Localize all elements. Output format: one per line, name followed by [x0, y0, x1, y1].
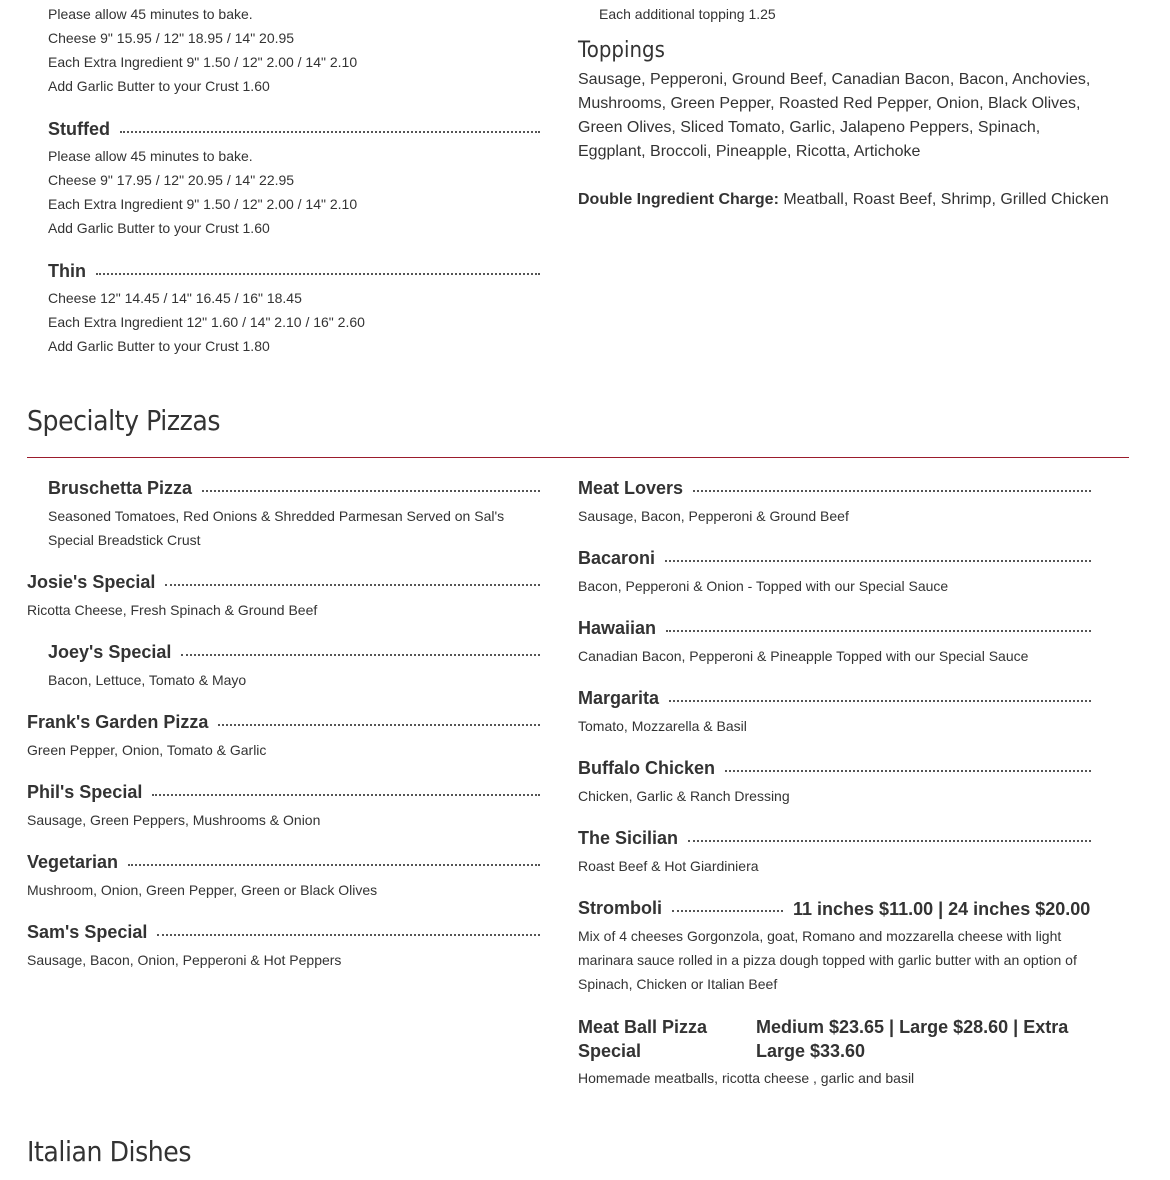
- deep-dish-line: Please allow 45 minutes to bake.: [48, 6, 253, 22]
- menu-item-description: Bacon, Pepperoni & Onion - Topped with our Special Sauce: [578, 578, 949, 594]
- stuffed-line: Each Extra Ingredient 9" 1.50 / 12" 2.00 / 14" 2.10: [48, 196, 358, 212]
- menu-item-title-text: The Sicilian: [578, 828, 679, 848]
- dot-leader: [96, 273, 540, 275]
- menu-item-title-text: Phil's Special: [27, 782, 143, 802]
- menu-item-description: Sausage, Bacon, Onion, Pepperoni & Hot Peppers: [27, 952, 342, 968]
- menu-item-description: Bacon, Lettuce, Tomato & Mayo: [48, 672, 247, 688]
- meatball-special-price: Medium $23.65 | Large $28.60 | Extra Large $33.60: [756, 1017, 1069, 1061]
- meatball-special-title: Meat Ball Pizza Special: [578, 1017, 708, 1061]
- menu-item-title: [27, 922, 540, 943]
- menu-item-description: Sausage, Bacon, Pepperoni & Ground Beef: [578, 508, 849, 524]
- menu-item-description: Tomato, Mozzarella & Basil: [578, 718, 747, 734]
- double-ingredient-items: Meatball, Roast Beef, Shrimp, Grilled Chicken: [778, 191, 1109, 208]
- menu-item-description: Green Pepper, Onion, Tomato & Garlic: [27, 742, 267, 758]
- dot-leader: [157, 934, 540, 936]
- menu-item-title: [48, 478, 540, 499]
- meatball-special-description: Homemade meatballs, ricotta cheese , garlic and basil: [578, 1070, 915, 1086]
- menu-item-title-text: Joey's Special: [48, 642, 172, 662]
- menu-item-description: Chicken, Garlic & Ranch Dressing: [578, 788, 790, 804]
- menu-item-title-text: Vegetarian: [27, 852, 119, 872]
- dot-leader: [165, 584, 540, 586]
- specialty-pizzas-heading: Specialty Pizzas: [27, 404, 221, 437]
- menu-item-title-text: Bruschetta Pizza: [48, 478, 193, 498]
- menu-item-title: [578, 688, 1091, 709]
- toppings-list: Sausage, Pepperoni, Ground Beef, Canadian Bacon, Bacon, Anchovies, Mushrooms, Green Pepper, Roasted Red Pepper, Onion, Black Olives, Green Olives, Sliced Tomato, Garlic, Jalapeno Peppers, Spinach, Eggplant, Broccoli, Pineapple, Ricotta, Artichoke: [578, 71, 1091, 160]
- stuffed-line: Please allow 45 minutes to bake.: [48, 148, 253, 164]
- dot-leader: [672, 910, 783, 912]
- menu-item-title: [578, 478, 1091, 499]
- menu-item-title: [27, 572, 540, 593]
- stromboli-description: Mix of 4 cheeses Gorgonzola, goat, Romano and mozzarella cheese with light marinara sauce rolled in a pizza dough topped with garlic butter with an option of Spinach, Chicken or Italian Beef: [578, 928, 1077, 992]
- menu-item-title-text: Josie's Special: [27, 572, 156, 592]
- stromboli-title: [578, 898, 783, 919]
- dot-leader: [202, 490, 540, 492]
- stuffed-line: Cheese 9" 17.95 / 12" 20.95 / 14" 22.95: [48, 172, 295, 188]
- menu-item-title-text: Stromboli: [578, 898, 662, 918]
- menu-item-title-text: Meat Lovers: [578, 478, 684, 498]
- menu-item-title: [578, 548, 1091, 569]
- menu-item-description: Sausage, Green Peppers, Mushrooms & Onion: [27, 812, 321, 828]
- dot-leader: [693, 490, 1091, 492]
- menu-item-title-text: Margarita: [578, 688, 660, 708]
- menu-item-title: [27, 782, 540, 803]
- menu-item-title-text: Sam's Special: [27, 922, 148, 942]
- additional-topping-price: Each additional topping 1.25: [599, 6, 776, 22]
- stuffed-line: Add Garlic Butter to your Crust 1.60: [48, 220, 270, 236]
- stromboli-price: 11 inches $11.00 | 24 inches $20.00: [793, 899, 1091, 919]
- thin-title: [48, 261, 540, 282]
- menu-item-description: Ricotta Cheese, Fresh Spinach & Ground Beef: [27, 602, 318, 618]
- menu-item-title-text: Frank's Garden Pizza: [27, 712, 209, 732]
- menu-item-title: [27, 852, 540, 873]
- double-ingredient-charge: [578, 191, 1109, 209]
- dot-leader: [120, 131, 540, 133]
- menu-item-title: [578, 828, 1091, 849]
- dot-leader: [152, 794, 540, 796]
- dot-leader: [181, 654, 540, 656]
- dot-leader: [128, 864, 540, 866]
- double-ingredient-label: Double Ingredient Charge:: [578, 191, 779, 208]
- thin-line: Cheese 12" 14.45 / 14" 16.45 / 16" 18.45: [48, 290, 302, 306]
- menu-item-description: Mushroom, Onion, Green Pepper, Green or Black Olives: [27, 882, 378, 898]
- toppings-heading: Toppings: [578, 38, 665, 63]
- stuffed-title-text: Stuffed: [48, 119, 110, 139]
- thin-line: Add Garlic Butter to your Crust 1.80: [48, 338, 270, 354]
- section-divider: [27, 457, 1129, 458]
- menu-item-title-text: Buffalo Chicken: [578, 758, 716, 778]
- menu-item-description: Canadian Bacon, Pepperoni & Pineapple Topped with our Special Sauce: [578, 648, 1029, 664]
- thin-line: Each Extra Ingredient 12" 1.60 / 14" 2.10 / 16" 2.60: [48, 314, 365, 330]
- menu-item-title: [578, 758, 1091, 779]
- menu-item-title-text: Bacaroni: [578, 548, 656, 568]
- menu-item-title: [48, 642, 540, 663]
- deep-dish-line: Add Garlic Butter to your Crust 1.60: [48, 78, 270, 94]
- menu-item-description: Seasoned Tomatoes, Red Onions & Shredded Parmesan Served on Sal's Special Breadstick Crust: [48, 508, 505, 548]
- menu-item-description: Roast Beef & Hot Giardiniera: [578, 858, 759, 874]
- italian-dishes-heading: Italian Dishes: [27, 1135, 192, 1168]
- menu-item-title: [578, 618, 1091, 639]
- dot-leader: [666, 630, 1091, 632]
- menu-item-title-text: Hawaiian: [578, 618, 657, 638]
- deep-dish-line: Each Extra Ingredient 9" 1.50 / 12" 2.00 / 14" 2.10: [48, 54, 358, 70]
- stuffed-title: [48, 119, 540, 140]
- dot-leader: [669, 700, 1091, 702]
- dot-leader: [665, 560, 1091, 562]
- dot-leader: [218, 724, 540, 726]
- menu-item-title: [27, 712, 540, 733]
- deep-dish-line: Cheese 9" 15.95 / 12" 18.95 / 14" 20.95: [48, 30, 295, 46]
- dot-leader: [725, 770, 1091, 772]
- thin-title-text: Thin: [48, 261, 86, 281]
- dot-leader: [688, 840, 1091, 842]
